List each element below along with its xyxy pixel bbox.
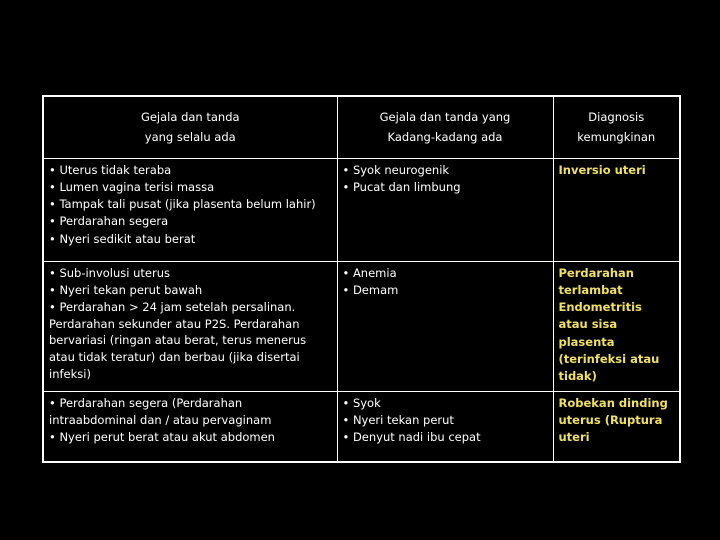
symptom-item: • Pucat dan limbung (342, 179, 461, 194)
cell-diagnosis (553, 158, 680, 261)
cell-always-symptoms (43, 261, 337, 391)
cell-always-symptoms (43, 158, 337, 261)
symptom-item: • Perdarahan segera (49, 214, 169, 229)
symptom-item: • Perdarahan > 24 jam setelah persalinan. Perdarahan sekunder atau P2S. Perdarahan bervariasi (ringan atau berat, terus menerus atau tidak teratur) dan berbau (jika disertai infeksi) (49, 300, 307, 381)
header-text: kemungkinan (577, 130, 656, 145)
symptom-item: • Syok neurogenik (342, 162, 450, 177)
cell-diagnosis (553, 391, 680, 462)
symptom-item: • Lumen vagina terisi massa (49, 179, 215, 194)
symptom-item: • Denyut nadi ibu cepat (342, 430, 481, 444)
diagnosis-text: Robekan dinding uterus (Ruptura uteri (558, 395, 668, 444)
header-always-symptoms (43, 96, 337, 158)
diagnosis-text: Perdarahan terlambat Endometritis atau sisa plasenta (terinfeksi atau tidak) (558, 265, 660, 383)
symptom-item: • Tampak tali pusat (jika plasenta belum lahir) (49, 197, 316, 211)
symptom-item: • Perdarahan segera (Perdarahan intraabdominal dan / atau pervaginam (49, 395, 272, 427)
cell-sometimes-symptoms (337, 391, 553, 462)
table-row (43, 261, 680, 391)
header-diagnosis (553, 96, 680, 158)
table-row (43, 391, 680, 462)
table-row (43, 158, 680, 261)
symptom-item: • Uterus tidak teraba (49, 162, 172, 177)
symptom-item: • Anemia (342, 265, 397, 280)
symptom-item: • Nyeri perut berat atau akut abdomen (49, 430, 275, 444)
symptom-item: • Nyeri tekan perut bawah (49, 282, 203, 297)
header-text: Kadang-kadang ada (387, 130, 503, 145)
cell-always-symptoms (43, 391, 337, 462)
header-text: yang selalu ada (144, 130, 236, 145)
symptom-item: • Syok (342, 395, 381, 410)
symptom-diagnosis-table (42, 95, 681, 463)
header-text: Gejala dan tanda yang (379, 110, 511, 125)
diagnosis-text: Inversio uteri (558, 162, 646, 177)
symptom-item: • Nyeri tekan perut (342, 412, 454, 427)
symptom-item: • Demam (342, 282, 399, 297)
symptom-item: • Sub-involusi uterus (49, 265, 171, 280)
header-text: Diagnosis (588, 110, 645, 125)
symptom-item: • Nyeri sedikit atau berat (49, 231, 196, 246)
cell-diagnosis (553, 261, 680, 391)
header-sometimes-symptoms (337, 96, 553, 158)
cell-sometimes-symptoms (337, 158, 553, 261)
table-header-row (43, 96, 680, 158)
header-text: Gejala dan tanda (140, 110, 240, 125)
cell-sometimes-symptoms (337, 261, 553, 391)
